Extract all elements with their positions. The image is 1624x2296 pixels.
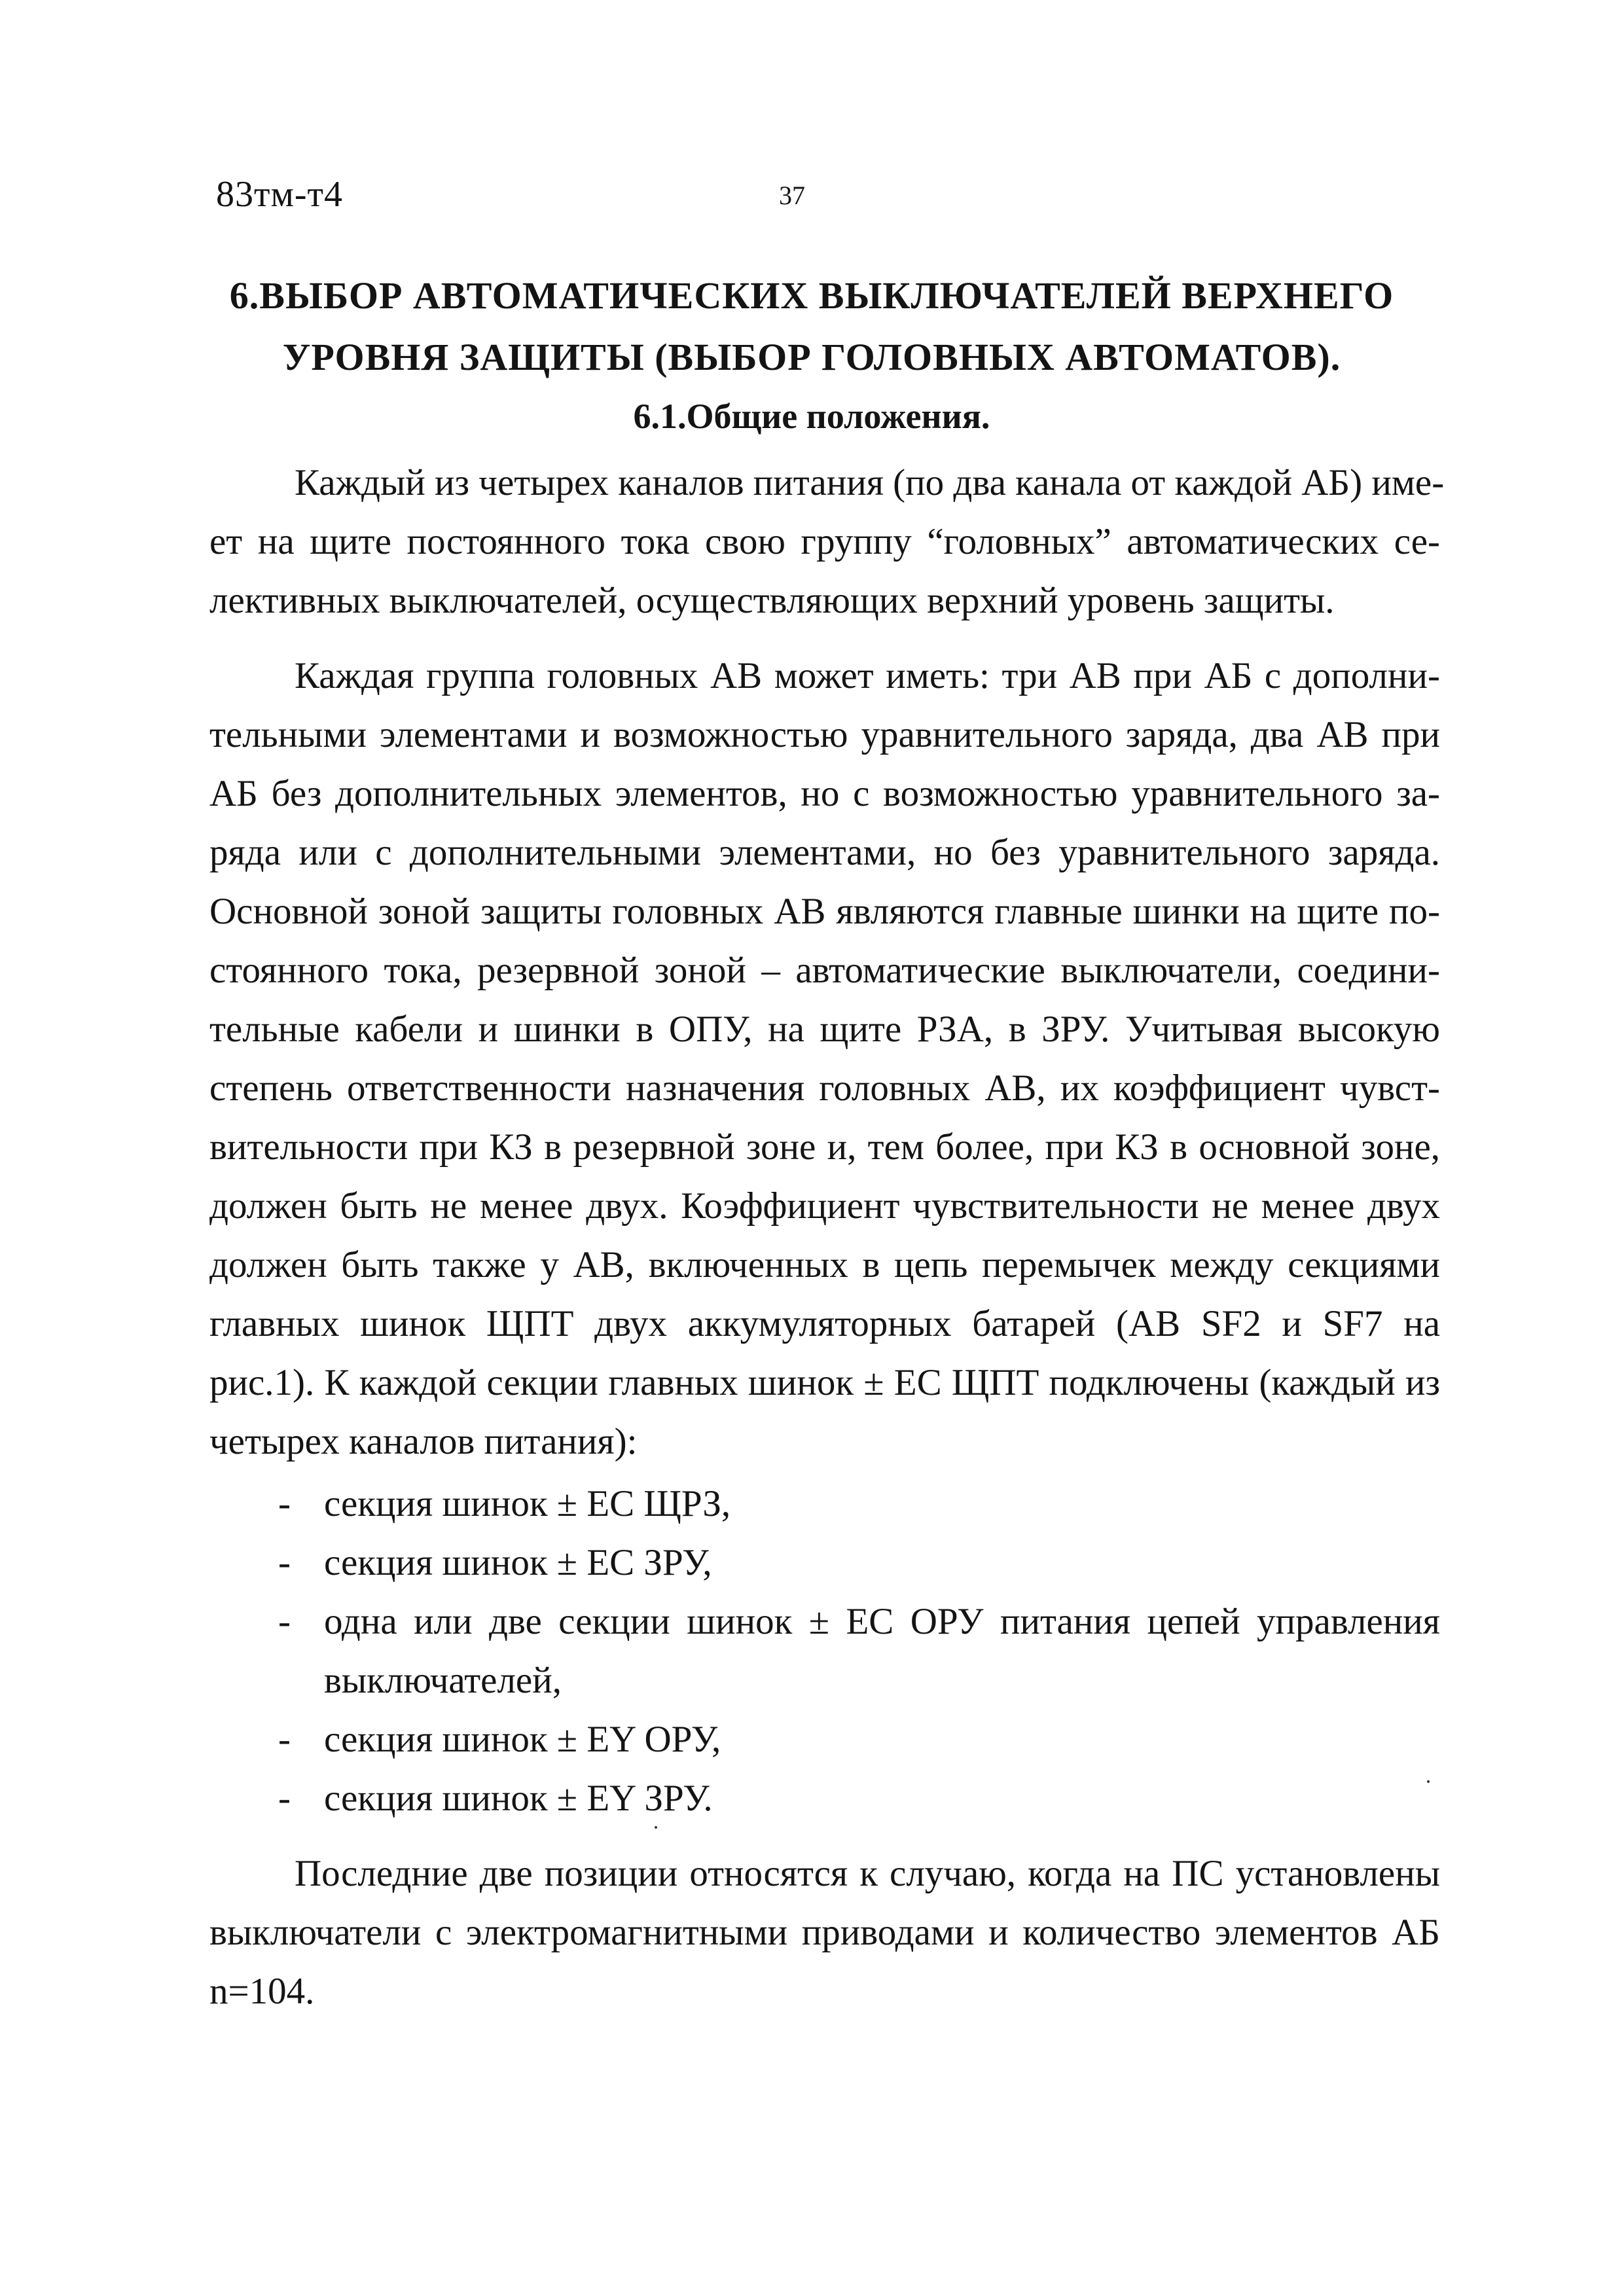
list-dash: - (278, 1719, 291, 1760)
text-line: четырех каналов питания): (209, 1421, 638, 1462)
list-item-text: одна или две секции шинок ± ЕС ОРУ питания цепей управления (324, 1601, 1440, 1642)
list-item-text: секция шинок ± ЕС ЩРЗ, (324, 1483, 731, 1524)
list-item (278, 1600, 1440, 1643)
list-item-continuation: выключателей, (324, 1660, 562, 1701)
text-line: Каждая группа головных АВ может иметь: три АВ при АБ с дополни- (295, 655, 1440, 696)
text-line: тельные кабели и шинки в ОПУ, на щите РЗА, в ЗРУ. Учитывая высокую (209, 1009, 1440, 1050)
text-line: степень ответственности назначения головных АВ, их коэффициент чувст- (209, 1067, 1440, 1109)
list-item-text: секция шинок ± ЕY ОРУ, (324, 1719, 721, 1760)
list-item (278, 1541, 712, 1584)
text-line: АБ без дополнительных элементов, но с возможностью уравнительного за- (209, 773, 1440, 814)
list-item (278, 1482, 731, 1525)
list-dash: - (278, 1778, 291, 1819)
scan-speck (655, 1826, 657, 1829)
list-item-text: секция шинок ± ЕС ЗРУ, (324, 1542, 712, 1583)
scan-speck (1427, 1780, 1430, 1783)
text-line: n=104. (209, 1971, 315, 2012)
subsection-title: 6.1.Общие положения. (633, 397, 990, 436)
text-line: главных шинок ЩПТ двух аккумуляторных батарей (АВ SF2 и SF7 на (209, 1303, 1440, 1344)
text-line: тельными элементами и возможностью уравнительного заряда, два АВ при (209, 714, 1440, 755)
text-line: Основной зоной защиты головных АВ являются главные шинки на щите по- (209, 891, 1440, 932)
list-dash: - (278, 1601, 291, 1642)
text-line: ет на щите постоянного тока свою группу “головных” автоматических се- (209, 521, 1440, 562)
text-line: стоянного тока, резервной зоной – автоматические выключатели, соедини- (209, 950, 1440, 991)
text-line: должен быть не менее двух. Коэффициент чувствительности не менее двух (209, 1185, 1440, 1227)
document-code: 83тм-т4 (216, 174, 344, 215)
section-title-line-2: УРОВНЯ ЗАЩИТЫ (ВЫБОР ГОЛОВНЫХ АВТОМАТОВ). (282, 336, 1341, 378)
list-item-text: секция шинок ± ЕY ЗРУ. (324, 1778, 713, 1819)
text-line: вительности при КЗ в резервной зоне и, тем более, при КЗ в основной зоне, (209, 1126, 1440, 1168)
text-line: рис.1). К каждой секции главных шинок ± ЕС ЩПТ подключены (каждый из (209, 1362, 1440, 1403)
list-dash: - (278, 1542, 291, 1583)
section-title (196, 265, 1427, 388)
list-item (278, 1777, 713, 1820)
list-item (278, 1718, 721, 1761)
section-title-line-1: 6.ВЫБОР АВТОМАТИЧЕСКИХ ВЫКЛЮЧАТЕЛЕЙ ВЕРХНЕГО (229, 274, 1394, 317)
text-line: лективных выключателей, осуществляющих верхний уровень защиты. (209, 580, 1335, 621)
list-dash: - (278, 1483, 291, 1524)
text-line: должен быть также у АВ, включенных в цепь перемычек между секциями (209, 1244, 1440, 1285)
text-line: Каждый из четырех каналов питания (по два канала от каждой АБ) име- (295, 462, 1445, 503)
text-line: выключатели с электромагнитными приводами и количество элементов АБ (209, 1912, 1440, 1953)
text-line: Последние две позиции относятся к случаю, когда на ПС установлены (295, 1853, 1440, 1894)
page-number: 37 (779, 181, 805, 210)
text-line: ряда или с дополнительными элементами, но без уравнительного заряда. (209, 832, 1440, 873)
